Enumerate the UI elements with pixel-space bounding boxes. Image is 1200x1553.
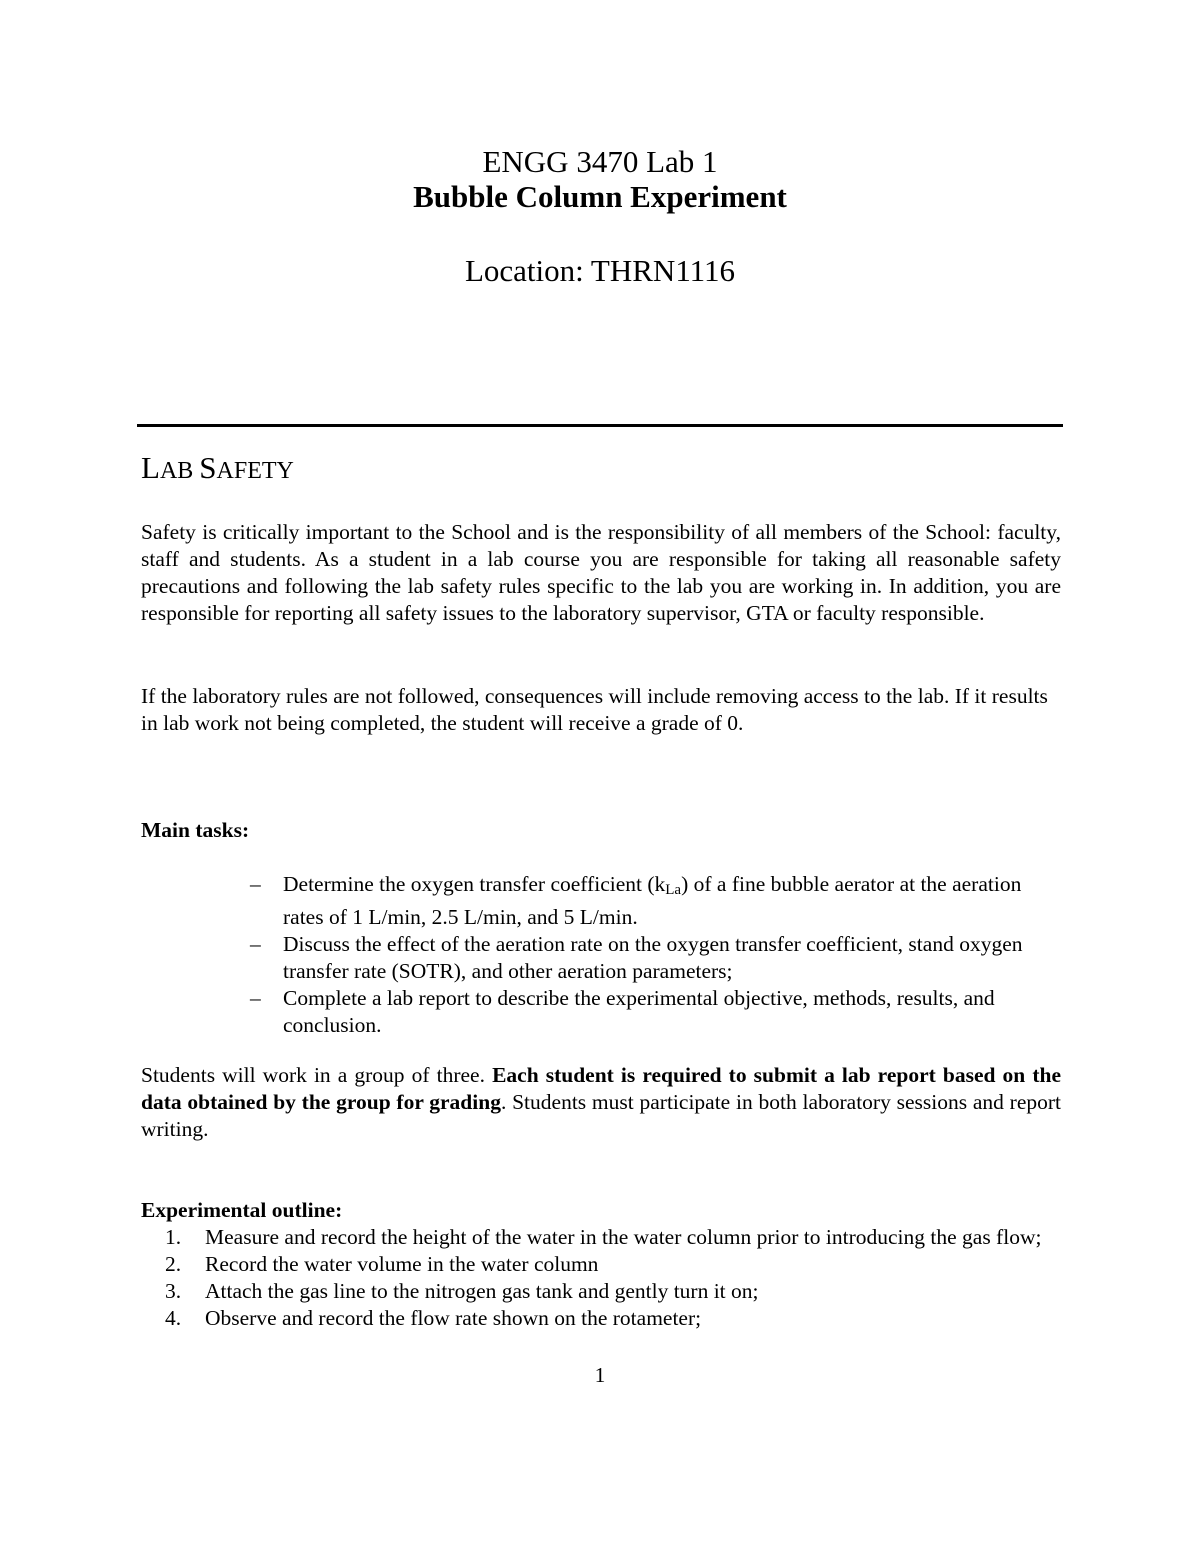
list-number: 2.	[165, 1252, 182, 1276]
list-item	[165, 1278, 1045, 1305]
list-item-text: Record the water volume in the water column	[205, 1252, 599, 1276]
list-item	[165, 1251, 1045, 1278]
list-item	[165, 1224, 1045, 1251]
list-item: – Determine the oxygen transfer coefficient $(k_{La})$ of a fine bubble aerator at the aeration rates of 1 L/min, 2.5 L/min, and 5 L/min.	[250, 872, 1022, 929]
list-number: 1.	[165, 1225, 182, 1249]
group-requirement-bold: Each student is required to submit a lab report based on the data obtained by the group for grading	[141, 1063, 1061, 1114]
main-tasks-label: Main tasks:	[141, 818, 250, 842]
list-item-text: Attach the gas line to the nitrogen gas tank and gently turn it on;	[205, 1279, 759, 1303]
experimental-outline-list	[165, 1224, 1045, 1332]
list-item-text: Measure and record the height of the water in the water column prior to introducing the gas flow;	[205, 1225, 1042, 1249]
kla-subscript: La	[665, 882, 682, 898]
experimental-outline-label: Experimental outline:	[141, 1198, 343, 1222]
list-item: – Discuss the effect of the aeration rate on the oxygen transfer coefficient, stand oxygen transfer rate (SOTR), and other aeration parameters;	[250, 932, 1023, 983]
document-title: Bubble Column Experiment	[413, 179, 787, 214]
lab-rules-paragraph: If the laboratory rules are not followed, consequences will include removing access to the lab. If it results in lab work not being completed, the student will receive a grade of 0.	[141, 684, 1048, 735]
dash-bullet: –	[250, 932, 261, 956]
list-number: 3.	[165, 1279, 182, 1303]
list-item-text: Observe and record the flow rate shown on the rotameter;	[205, 1306, 702, 1330]
safety-paragraph: Safety is critically important to the School and is the responsibility of all members of the School: faculty, staff and students. As a student in a lab course you are responsible for taking all reasonable safety precautions and following the lab safety rules specific to the lab you are working in. In addition, you are responsible for reporting all safety issues to the laboratory supervisor, GTA or faculty responsible.	[141, 520, 1061, 625]
lab-safety-heading: LAB SAFETY	[141, 450, 294, 485]
course-title: ENGG 3470 Lab 1	[482, 144, 718, 179]
horizontal-rule	[137, 424, 1063, 427]
main-tasks-list	[250, 871, 1030, 1039]
page-number: 1	[594, 1363, 606, 1387]
list-number: 4.	[165, 1306, 182, 1330]
location-line: Location: THRN1116	[464, 253, 736, 288]
dash-bullet: –	[250, 986, 261, 1010]
list-item: – Complete a lab report to describe the experimental objective, methods, results, and conclusion.	[250, 986, 995, 1037]
group-work-paragraph: Students will work in a group of three. Each student is required to submit a lab report based on the data obtained by the group for grading. Students must participate in both laboratory sessions and report writing.	[141, 1063, 1061, 1141]
list-item	[165, 1305, 1045, 1332]
dash-bullet: –	[250, 872, 261, 896]
